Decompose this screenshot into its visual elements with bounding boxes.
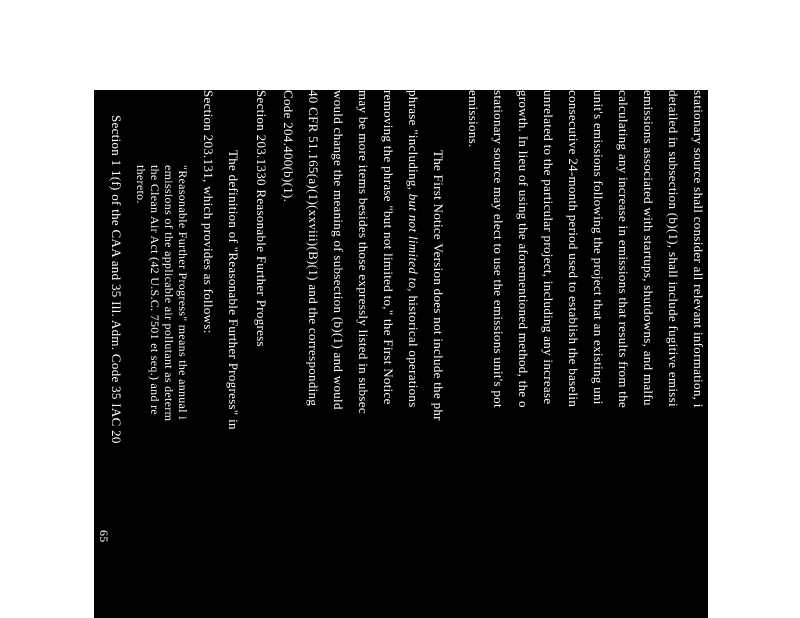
quote-line-2: emissions of the applicable air pollutant as determ xyxy=(162,165,176,422)
quote-line-1: "Reasonable Further Progress" means the annual i xyxy=(176,165,190,420)
para2-line-7: Code 204.400(b)(1). xyxy=(281,90,296,203)
definition-line: The definition of "Reasonable Further Progress" in xyxy=(226,150,241,430)
body-line-6: consecutive 24-month period used to establish the baselin xyxy=(566,90,581,408)
body-line-1: stationary source shall consider all relevant information, i xyxy=(691,90,706,408)
para2-line-4: may be more items besides those expressly listed in subsec xyxy=(356,90,371,414)
body-line-10: emissions. xyxy=(466,90,481,148)
body-line-4: calculating any increase in emissions that results from the xyxy=(616,90,631,409)
body-line-2: detailed in subsection (b)(1), shall include fugitive emissi xyxy=(666,90,681,407)
quote-line-3: the Clean Air Act (42 U.S.C. 7501 et seq.) and re xyxy=(148,165,162,415)
section-heading: Section 203.1330 Reasonable Further Progress xyxy=(254,90,269,347)
body-line-3: emissions associated with startups, shutdowns, and malfu xyxy=(641,90,656,406)
quote-line-4: thereto. xyxy=(134,165,148,204)
para2-line-2-italic: but not limited to, xyxy=(406,193,421,292)
last-line: Section 1 1(f) of the CAA and 35 Ill. Adm. Code 35 IAC 20 xyxy=(109,115,124,444)
body-line-8: growth. In lieu of using the aforementioned method, the o xyxy=(516,90,531,408)
para2-line-2-pre: phrase "including, xyxy=(406,90,421,194)
page-number: 65 xyxy=(97,530,111,543)
document-page xyxy=(94,90,708,618)
para2-line-2 xyxy=(403,90,423,408)
body-line-5: unit's emissions following the project that an existing uni xyxy=(591,90,606,405)
body-line-9: stationary source may elect to use the emissions unit's pot xyxy=(491,90,506,408)
provides-line: Section 203.131, which provides as follows: xyxy=(201,90,216,334)
para2-line-5: would change the meaning of subsection (b)(1) and would xyxy=(331,90,346,410)
para2-line-1: The First Notice Version does not include the phr xyxy=(431,150,446,421)
body-line-7: unrelated to the particular project, including any increase xyxy=(541,90,556,405)
para2-line-3: removing the phrase "but not limited to," the First Notice xyxy=(381,90,396,405)
para2-line-2-post: historical operations xyxy=(406,291,421,408)
para2-line-6: 40 CFR 51.165(a)(1)(xxviii)(B)(1) and the corresponding xyxy=(306,90,321,407)
rotated-text-block xyxy=(94,90,708,618)
